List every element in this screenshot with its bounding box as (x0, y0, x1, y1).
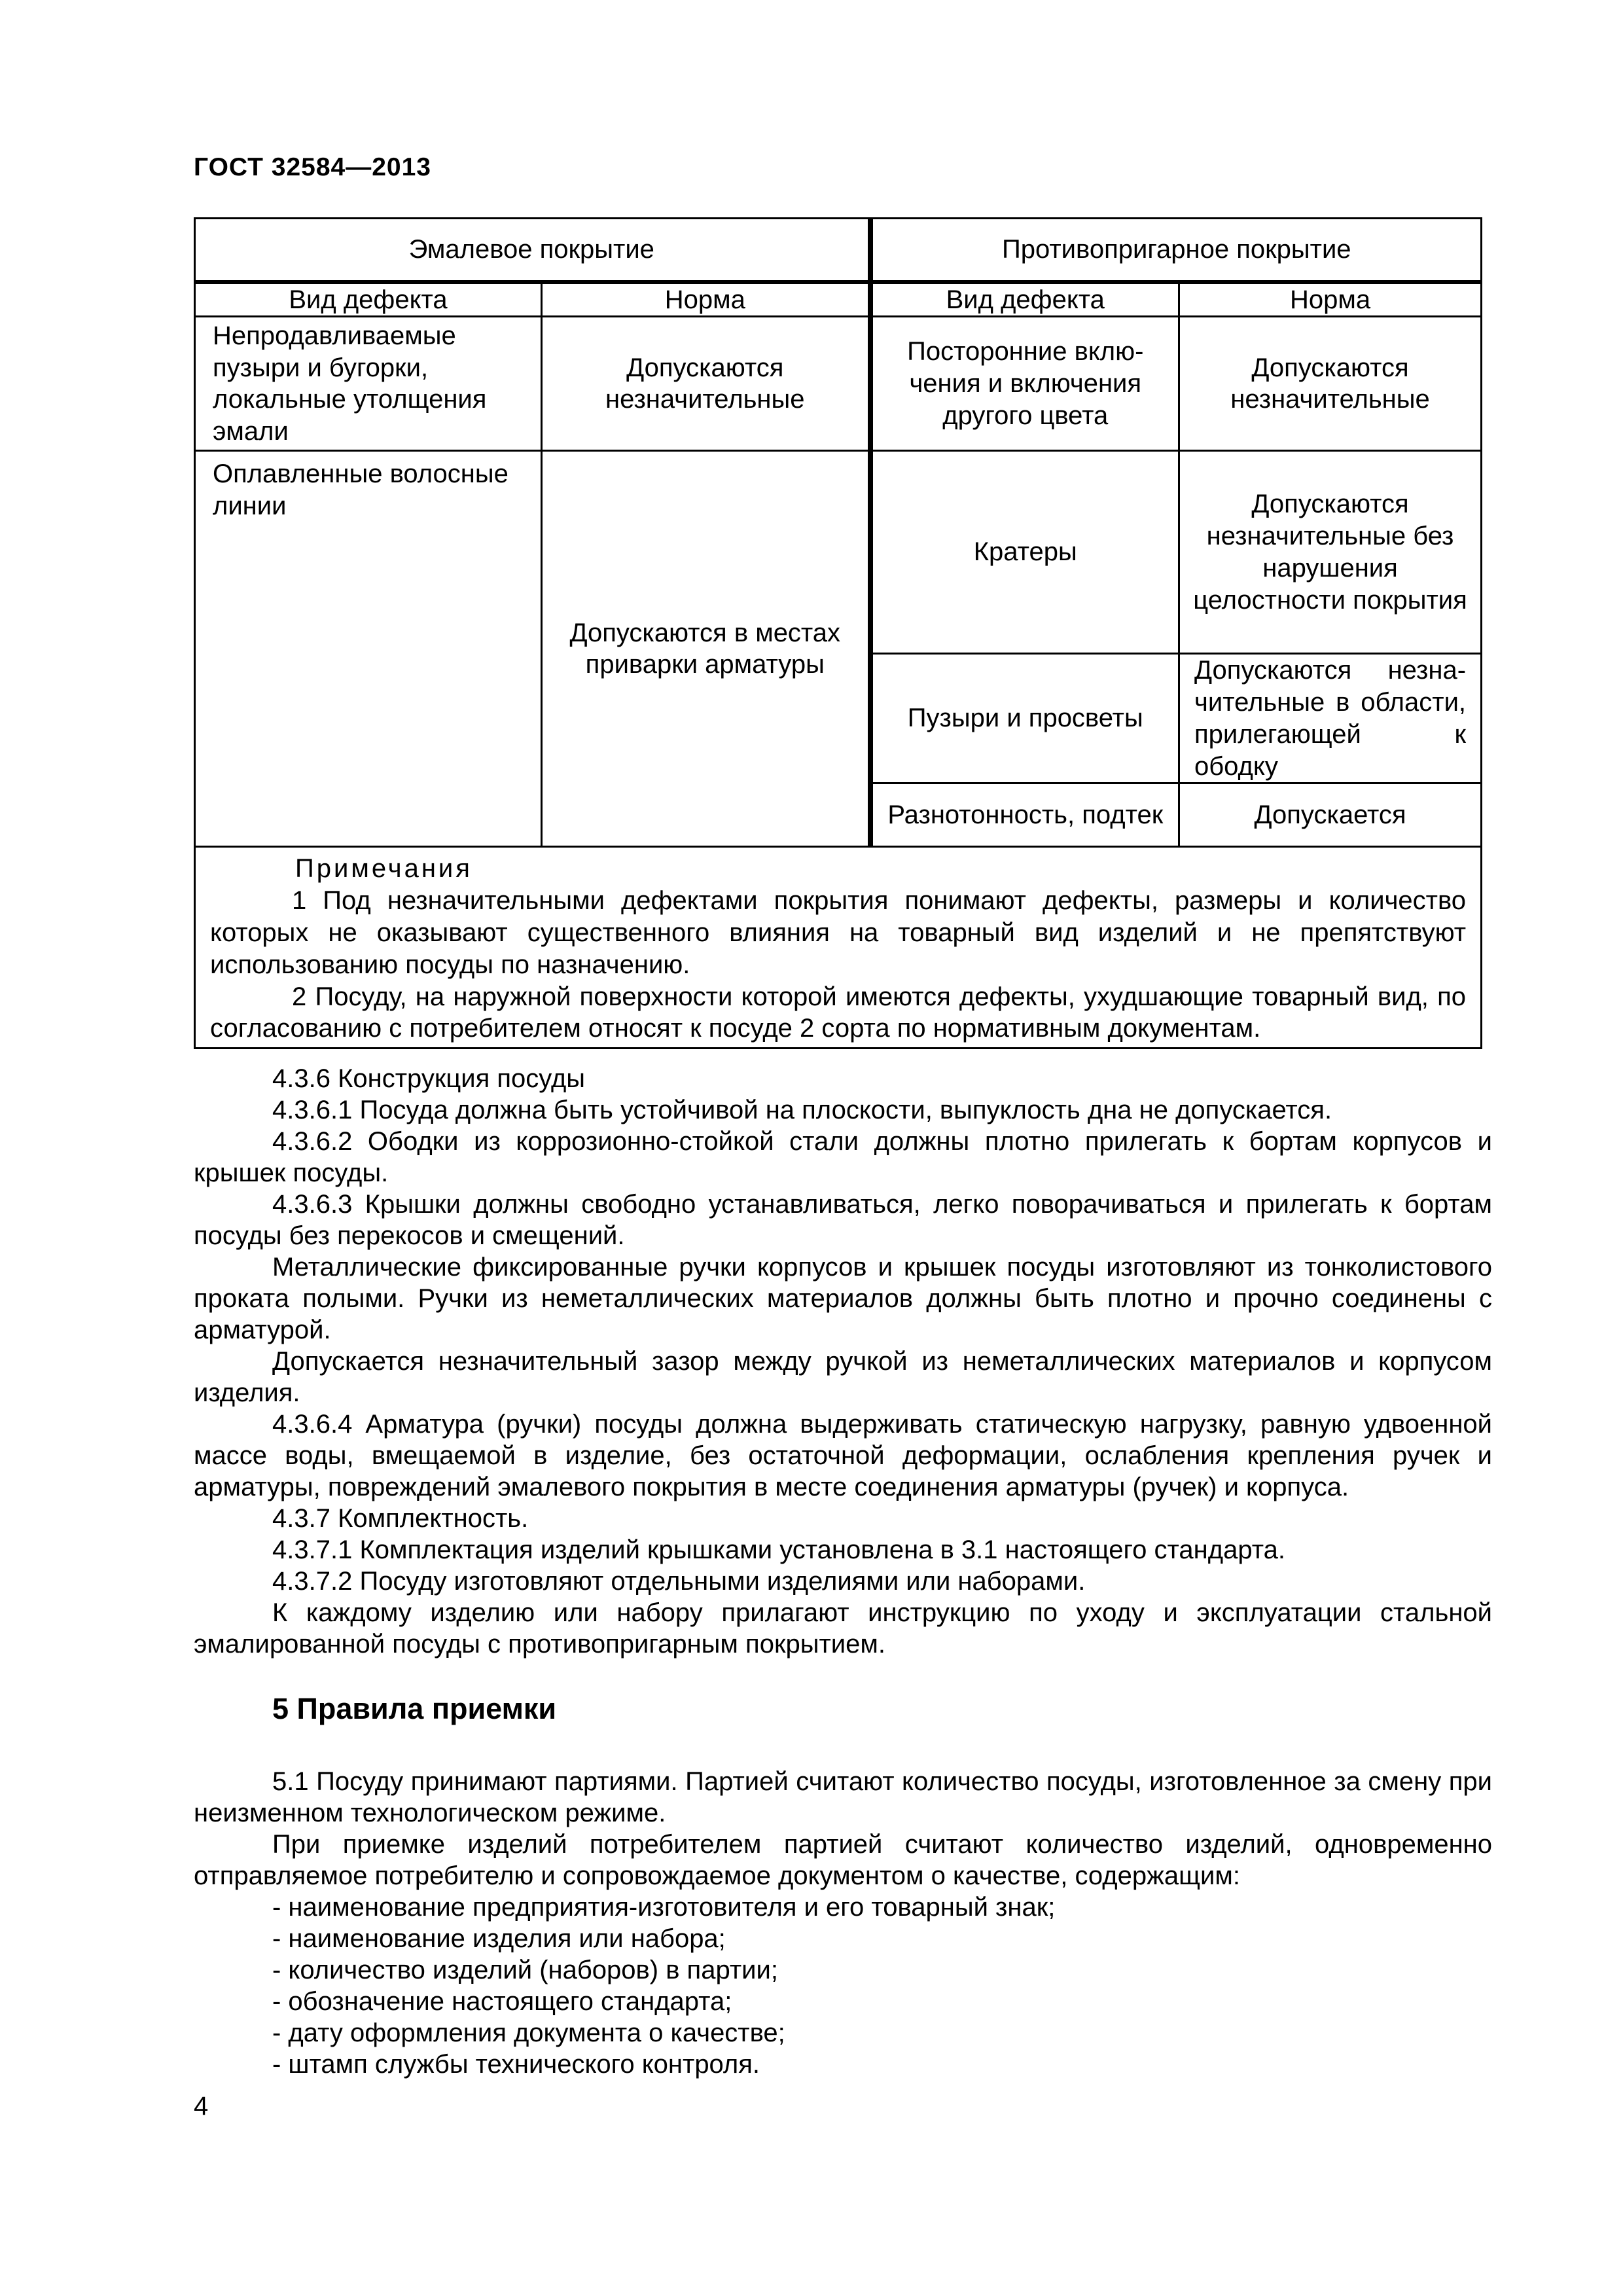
paragraph-4-3-6-1: 4.3.6.1 Посуда должна быть устойчивой на плоскости, выпуклость дна не допускается. (272, 1096, 1332, 1124)
nonstick-norm-bubbles: Допускаются незна-чительные в области, прилегающей к ободку (1179, 654, 1482, 783)
enamel-norm-bubbles: Допускаются незначительные (542, 317, 870, 451)
paragraph-gap: Допускается незначительный зазор между ручкой из неметаллических материалов и корпусом изделия. (194, 1347, 1492, 1407)
list-item: - наименование изделия или набора; (272, 1924, 726, 1953)
document-header: ГОСТ 32584—2013 (194, 153, 431, 181)
list-item: - наименование предприятия-изготовителя и его товарный знак; (272, 1893, 1056, 1922)
note-2: 2 Посуду, на наружной поверхности которой имеются дефекты, ухудшающие товарный вид, по согласованию с потребителем относят к посуде 2 сорта по нормативным документам. (210, 982, 1467, 1043)
note-1: 1 Под незначительными дефектами покрытия понимают дефекты, размеры и количество которых не оказывают существенного влияния на товарный вид изделий и не препятствуют использованию посуды по назначению. (210, 886, 1467, 979)
nonstick-norm-tone: Допускается (1179, 783, 1482, 847)
nonstick-defect-inclusions: Посторонние вклю-чения и включения другого цвета (870, 317, 1179, 451)
notes-title: Примечания (295, 854, 473, 884)
nonstick-norm-inclusions: Допускаются незначительные (1179, 317, 1482, 451)
group-header-nonstick: Противопригарное покрытие (870, 219, 1482, 282)
col-header-norm-enamel: Норма (542, 282, 870, 317)
enamel-defect-hairlines: Оплавленные волосные линии (195, 451, 542, 847)
enamel-norm-hairlines: Допускаются в местах приварки арматуры (542, 451, 870, 847)
nonstick-defect-bubbles: Пузыри и просветы (870, 654, 1179, 783)
defects-table (194, 217, 1482, 1049)
section-5-title: 5 Правила приемки (272, 1692, 557, 1725)
paragraph-handles: Металлические фиксированные ручки корпусов и крышек посуды изготовляют из тонколистового проката полыми. Ручки из неметаллических материалов должны быть плотно и прочно соединены с арматурой. (194, 1253, 1492, 1344)
quality-document-list (194, 1892, 1492, 2080)
list-item: - обозначение настоящего стандарта; (272, 1987, 732, 2016)
list-item: - штамп службы технического контроля. (272, 2050, 760, 2079)
col-header-defect-nonstick: Вид дефекта (870, 282, 1179, 317)
col-header-norm-nonstick: Норма (1179, 282, 1482, 317)
paragraph-4-3-7-2: 4.3.7.2 Посуду изготовляют отдельными изделиями или наборами. (272, 1567, 1086, 1596)
paragraph-4-3-6: 4.3.6 Конструкция посуды (272, 1064, 586, 1093)
paragraph-4-3-6-2: 4.3.6.2 Ободки из коррозионно-стойкой стали должны плотно прилегать к бортам корпусов и крышек посуды. (194, 1127, 1492, 1187)
paragraph-4-3-7-1: 4.3.7.1 Комплектация изделий крышками установлена в 3.1 настоящего стандарта. (272, 1535, 1285, 1564)
paragraph-4-3-6-3: 4.3.6.3 Крышки должны свободно устанавливаться, легко поворачиваться и прилегать к бортам посуды без перекосов и смещений. (194, 1190, 1492, 1250)
list-item: - дату оформления документа о качестве; (272, 2018, 785, 2047)
paragraph-5-1-consumer: При приемке изделий потребителем партией считают количество изделий, одновременно отправляемое потребителю и сопровождаемое документом о качестве, содержащим: (194, 1830, 1492, 1890)
page-number: 4 (194, 2092, 209, 2121)
nonstick-defect-tone: Разнотонность, подтек (870, 783, 1179, 847)
paragraph-5-1: 5.1 Посуду принимают партиями. Партией считают количество посуды, изготовленное за смену при неизменном технологическом режиме. (194, 1767, 1492, 1827)
list-item: - количество изделий (наборов) в партии; (272, 1956, 778, 1984)
enamel-defect-bubbles: Непродавливаемые пузыри и бугорки, локальные утолщения эмали (195, 317, 542, 451)
nonstick-defect-craters: Кратеры (870, 451, 1179, 654)
paragraph-instructions: К каждому изделию или набору прилагают инструкцию по уходу и эксплуатации стальной эмалированной посуды с противопригарным покрытием. (194, 1598, 1492, 1659)
document-body (194, 1063, 1492, 2080)
paragraph-4-3-7: 4.3.7 Комплектность. (272, 1504, 529, 1533)
table-notes (195, 847, 1482, 1049)
nonstick-norm-craters: Допускаются незначительные без нарушения целостности покрытия (1179, 451, 1482, 654)
col-header-defect-enamel: Вид дефекта (195, 282, 542, 317)
paragraph-4-3-6-4: 4.3.6.4 Арматура (ручки) посуды должна выдерживать статическую нагрузку, равную удвоенной массе воды, вмещаемой в изделие, без остаточной деформации, ослабления крепления ручек и арматуры, повреждений эмалевого покрытия в месте соединения арматуры (ручек) и корпуса. (194, 1410, 1492, 1501)
group-header-enamel: Эмалевое покрытие (195, 219, 870, 282)
